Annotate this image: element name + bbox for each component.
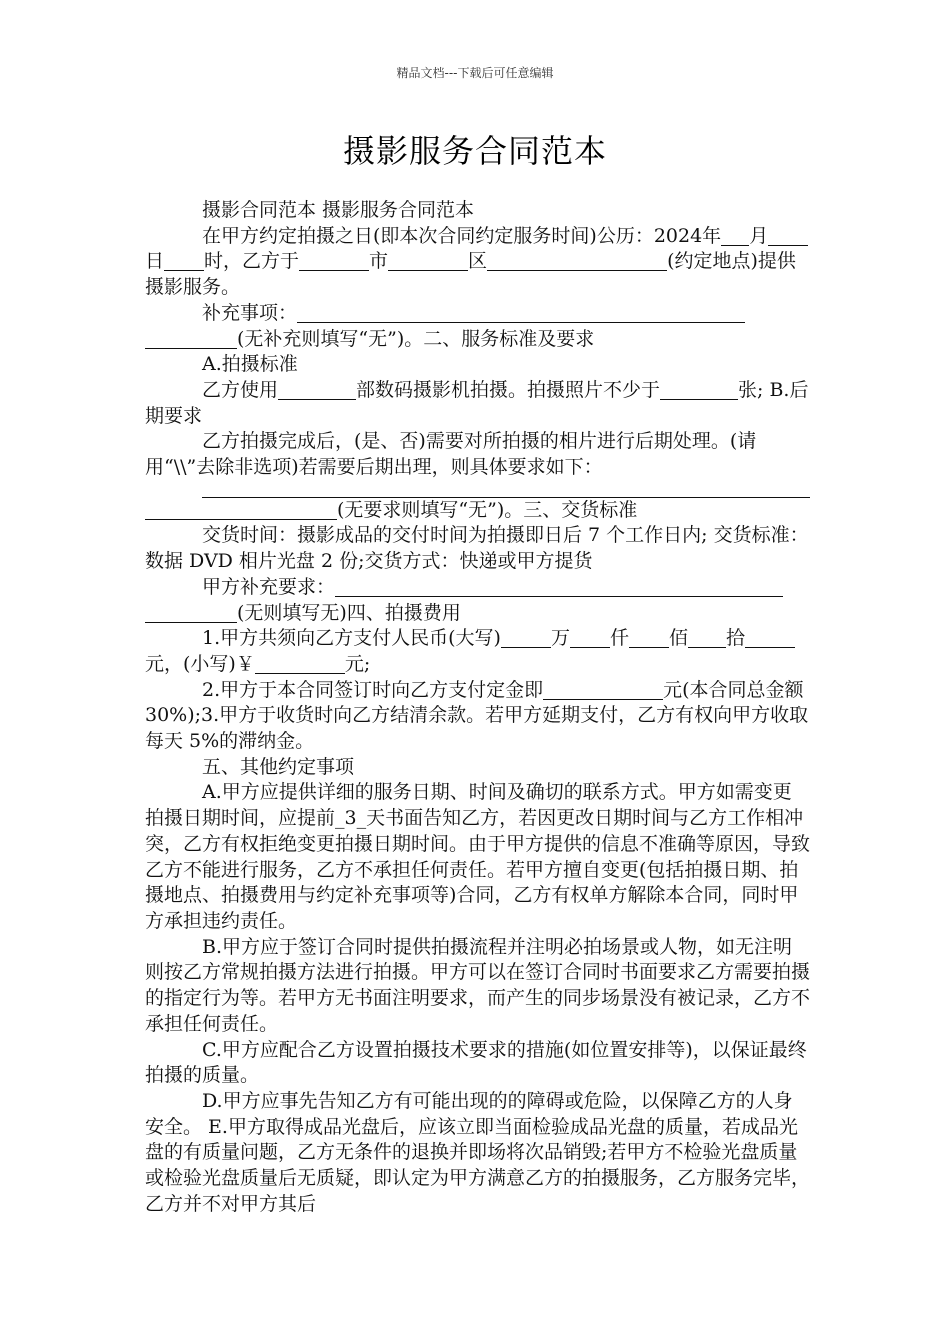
blank-shi[interactable] xyxy=(688,628,726,648)
paragraph-service-time xyxy=(145,224,810,301)
text-segment: 部数码摄影机拍摄。拍摄照片不少于 xyxy=(356,378,661,401)
text-segment: 区 xyxy=(468,250,488,273)
paragraph-camera xyxy=(145,378,810,429)
text-segment: 元; xyxy=(344,652,371,675)
paragraph-shooting-standard: A.拍摄标准 xyxy=(202,353,298,376)
text-segment: 市 xyxy=(369,250,389,273)
paragraph-other-heading: 五、其他约定事项 xyxy=(202,755,355,778)
paragraph-fee xyxy=(145,626,810,677)
blank-location-cont[interactable] xyxy=(621,251,667,271)
blank-district[interactable] xyxy=(388,251,468,271)
paragraph-delivery-heading xyxy=(145,498,810,524)
blank-photo-count[interactable] xyxy=(660,380,738,400)
text-segment: 佰 xyxy=(669,627,689,650)
text-segment: 甲方补充要求： xyxy=(202,575,336,598)
paragraph-deposit xyxy=(145,678,810,755)
text-segment: 张; B.后期要求 xyxy=(145,378,809,427)
text-segment: 元(本合同总金额 30%);3.甲方于收货时向乙方结清余款。若甲方延期支付，乙方有权向甲方收取每天 5%的滞纳金。 xyxy=(145,678,809,753)
text-segment: 拾 xyxy=(726,627,746,650)
blank-wan[interactable] xyxy=(501,628,551,648)
text-segment: 乙方使用 xyxy=(202,378,279,401)
blank-yuan[interactable] xyxy=(745,628,795,648)
blank-supplement-cont[interactable] xyxy=(145,329,237,349)
paragraph-client-requirements xyxy=(145,575,810,626)
paragraph-clause-c: C.甲方应配合乙方设置拍摄技术要求的措施(如位置安排等)，以保证最终拍摄的质量。 xyxy=(145,1038,807,1087)
blank-qian[interactable] xyxy=(570,628,610,648)
paragraph-supplement xyxy=(145,301,810,352)
text-segment: 在甲方约定拍摄之日(即本次合同约定服务时间)公历：2024年 xyxy=(202,224,722,247)
blank-amount-figures[interactable] xyxy=(255,654,345,674)
contract-body xyxy=(145,198,810,1217)
page-header: 精品文档---下载后可任意编辑 xyxy=(396,66,554,80)
paragraph-clause-b: B.甲方应于签订合同时提供拍摄流程并注明必拍场景或人物，如无注明则按乙方常规拍摄方法进行拍摄。甲方可以在签订合同时书面要求乙方需要拍摄的指定行为等。若甲方无书面注明要求，而产生的同步场景没有被记录，乙方不承担任何责任。 xyxy=(145,935,811,1035)
blank-camera-count[interactable] xyxy=(278,380,356,400)
blank-hour[interactable] xyxy=(164,251,204,271)
paragraph-delivery: 交货时间：摄影成品的交付时间为拍摄即日后 7 个工作日内; 交货标准：数据 DVD 相片光盘 2 份;交货方式：快递或甲方提货 xyxy=(145,524,809,573)
blank-deposit[interactable] xyxy=(543,680,663,700)
text-segment: (无则填写无)四、拍摄费用 xyxy=(237,601,461,624)
blank-city[interactable] xyxy=(299,251,369,271)
paragraph-clause-a: A.甲方应提供详细的服务日期、时间及确切的联系方式。甲方如需变更拍摄日期时间，应提前_3_天书面告知乙方，若因更改日期时间与乙方工作相冲突，乙方有权拒绝变更拍摄日期时间。由于甲方提供的信息不准确等原因，导致乙方不能进行服务，乙方不承担任何责任。若甲方擅自变更(包括拍摄日期、拍摄地点、拍摄费用与约定补充事项等)合同，乙方有权单方解除本合同，同时甲方承担违约责任。 xyxy=(145,781,811,932)
text-segment: 2.甲方于本合同签订时向乙方支付定金即 xyxy=(202,678,544,701)
blank-month[interactable] xyxy=(721,226,749,246)
text-segment: 1.甲方共须向乙方支付人民币(大写) xyxy=(202,627,501,650)
text-segment: 仟 xyxy=(609,627,629,650)
paragraph-clause-d-e: D.甲方应事先告知乙方有可能出现的的障碍或危险，以保障乙方的人身安全。 E.甲方取得成品光盘后，应该立即当面检验成品光盘的质量，若成品光盘的有质量问题，乙方无条件的退换并即场将次品销毁;若甲方不检验光盘质量或检验光盘质量后无质疑，即认定为甲方满意乙方的拍摄服务，乙方服务完毕，乙方并不对甲方其后 xyxy=(145,1089,811,1215)
blank-post-requirements-cont[interactable] xyxy=(145,500,337,520)
blank-location[interactable] xyxy=(487,251,621,271)
blank-client-requirements-cont[interactable] xyxy=(145,603,237,623)
paragraph-intro: 摄影合同范本 摄影服务合同范本 xyxy=(202,199,475,221)
text-segment: 补充事项： xyxy=(202,301,298,324)
text-segment: 元，(小写)￥ xyxy=(145,652,255,675)
text-segment: 万 xyxy=(550,627,570,650)
blank-post-requirements[interactable] xyxy=(202,481,810,498)
text-segment: 时，乙方于 xyxy=(204,250,300,273)
blank-supplement[interactable] xyxy=(297,303,745,323)
blank-client-requirements[interactable] xyxy=(335,577,783,597)
text-segment: 日 xyxy=(145,250,165,273)
text-segment: 月 xyxy=(749,224,769,247)
document-title: 摄影服务合同范本 xyxy=(342,132,607,170)
text-segment: (无要求则填写“无”)。三、交货标准 xyxy=(337,498,638,521)
text-segment: (无补充则填写“无”)。二、服务标准及要求 xyxy=(237,327,595,350)
blank-day[interactable] xyxy=(768,226,808,246)
blank-bai[interactable] xyxy=(629,628,669,648)
text-segment: (约定地点)提供摄影服务。 xyxy=(145,250,796,299)
paragraph-post-processing: 乙方拍摄完成后，(是、否)需要对所拍摄的相片进行后期处理。(请用“\\”去除非选项)若需要后期出理，则具体要求如下： xyxy=(145,430,757,479)
